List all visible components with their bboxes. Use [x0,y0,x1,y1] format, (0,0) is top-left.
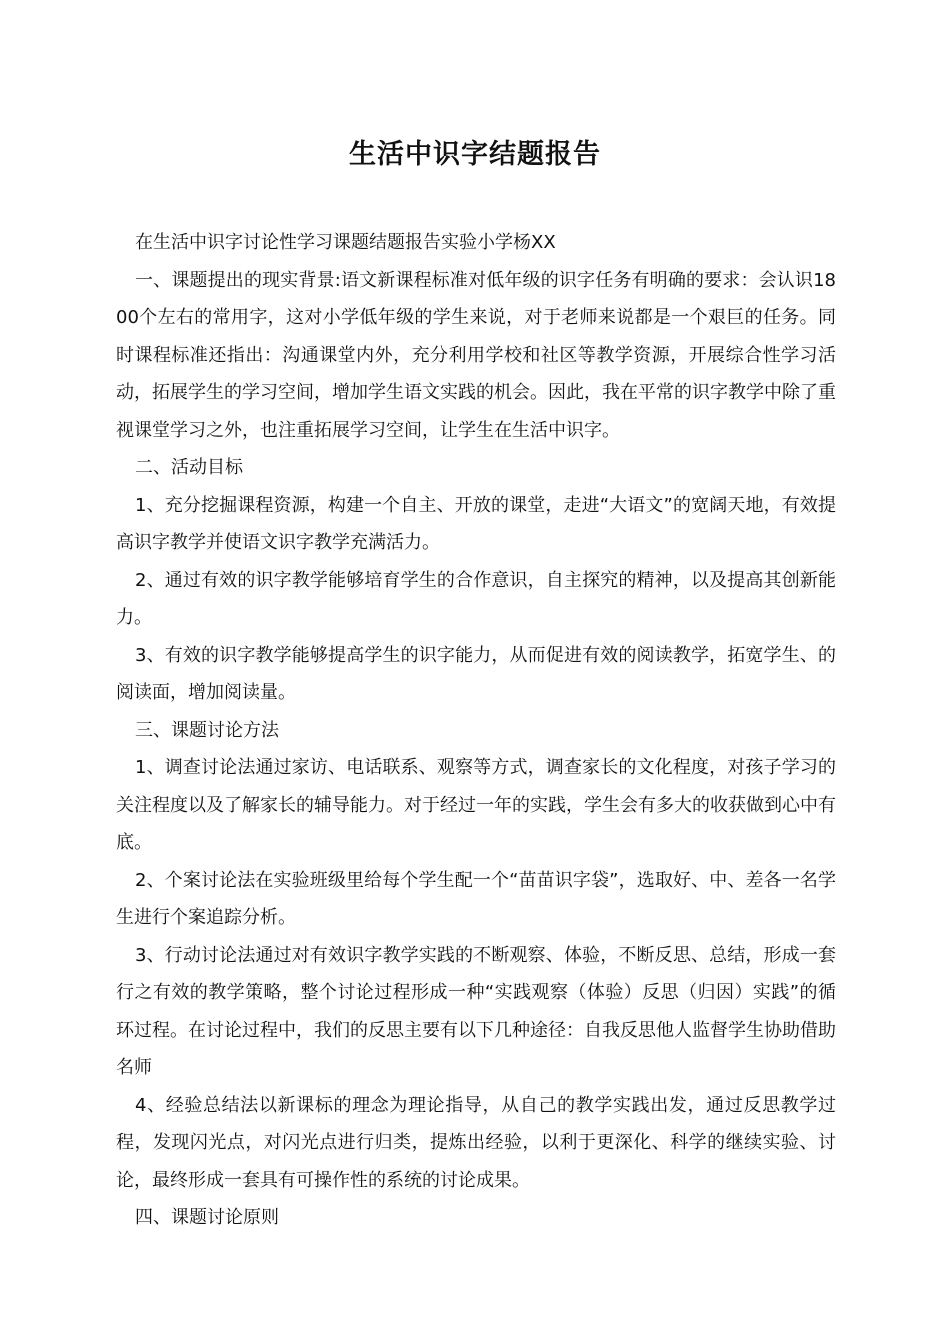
paragraph-goal-3: 3、有效的识字教学能够提高学生的识字能力，从而促进有效的阅读教学，拓宽学生、的阅读面，增加阅读量。 [116,644,836,703]
section-heading-principles: 四、课题讨论原则 [135,1207,279,1228]
page-title: 生活中识字结题报告 [349,139,601,170]
paragraph-method-1: 1、调查讨论法通过家访、电话联系、观察等方式，调查家长的文化程度，对孩子学习的关注程度以及了解家长的辅导能力。对于经过一年的实践，学生会有多大的收获做到心中有底。 [116,757,836,853]
paragraph-method-3: 3、行动讨论法通过对有效识字教学实践的不断观察、体验，不断反思、总结，形成一套行之有效的教学策略，整个讨论过程形成一种“实践观察（体验）反思（归因）实践”的循环过程。在讨论过程中，我们的反思主要有以下几种途径：自我反思他人监督学生协助借助名师 [116,944,836,1078]
paragraph-author-line: 在生活中识字讨论性学习课题结题报告实验小学杨XX [135,232,556,253]
paragraph-method-4: 4、经验总结法以新课标的理念为理论指导，从自己的教学实践出发，通过反思教学过程，发现闪光点，对闪光点进行归类，提炼出经验，以利于更深化、科学的继续实验、讨论，最终形成一套具有可操作性的系统的讨论成果。 [116,1094,836,1191]
paragraph-background: 一、课题提出的现实背景:语文新课程标准对低年级的识字任务有明确的要求：会认识1800个左右的常用字，这对小学低年级的学生来说，对于老师来说都是一个艰巨的任务。同时课程标准还指出：沟通课堂内外，充分利用学校和社区等教学资源，开展综合性学习活动，拓展学生的学习空间，增加学生语文实践的机会。因此，我在平常的识字教学中除了重视课堂学习之外，也注重拓展学习空间，让学生在生活中识字。 [116,269,836,441]
section-heading-methods: 三、课题讨论方法 [135,719,279,741]
document-body [116,224,836,1237]
paragraph-goal-2: 2、通过有效的识字教学能够培育学生的合作意识，自主探究的精神，以及提高其创新能力。 [116,569,836,628]
section-heading-goals: 二、活动目标 [135,457,243,478]
paragraph-method-2: 2、个案讨论法在实验班级里给每个学生配一个“苗苗识字袋”，选取好、中、差各一名学生进行个案追踪分析。 [116,869,836,928]
paragraph-goal-1: 1、充分挖掘课程资源，构建一个自主、开放的课堂，走进“大语文”的宽阔天地，有效提高识字教学并使语文识字教学充满活力。 [116,494,836,553]
